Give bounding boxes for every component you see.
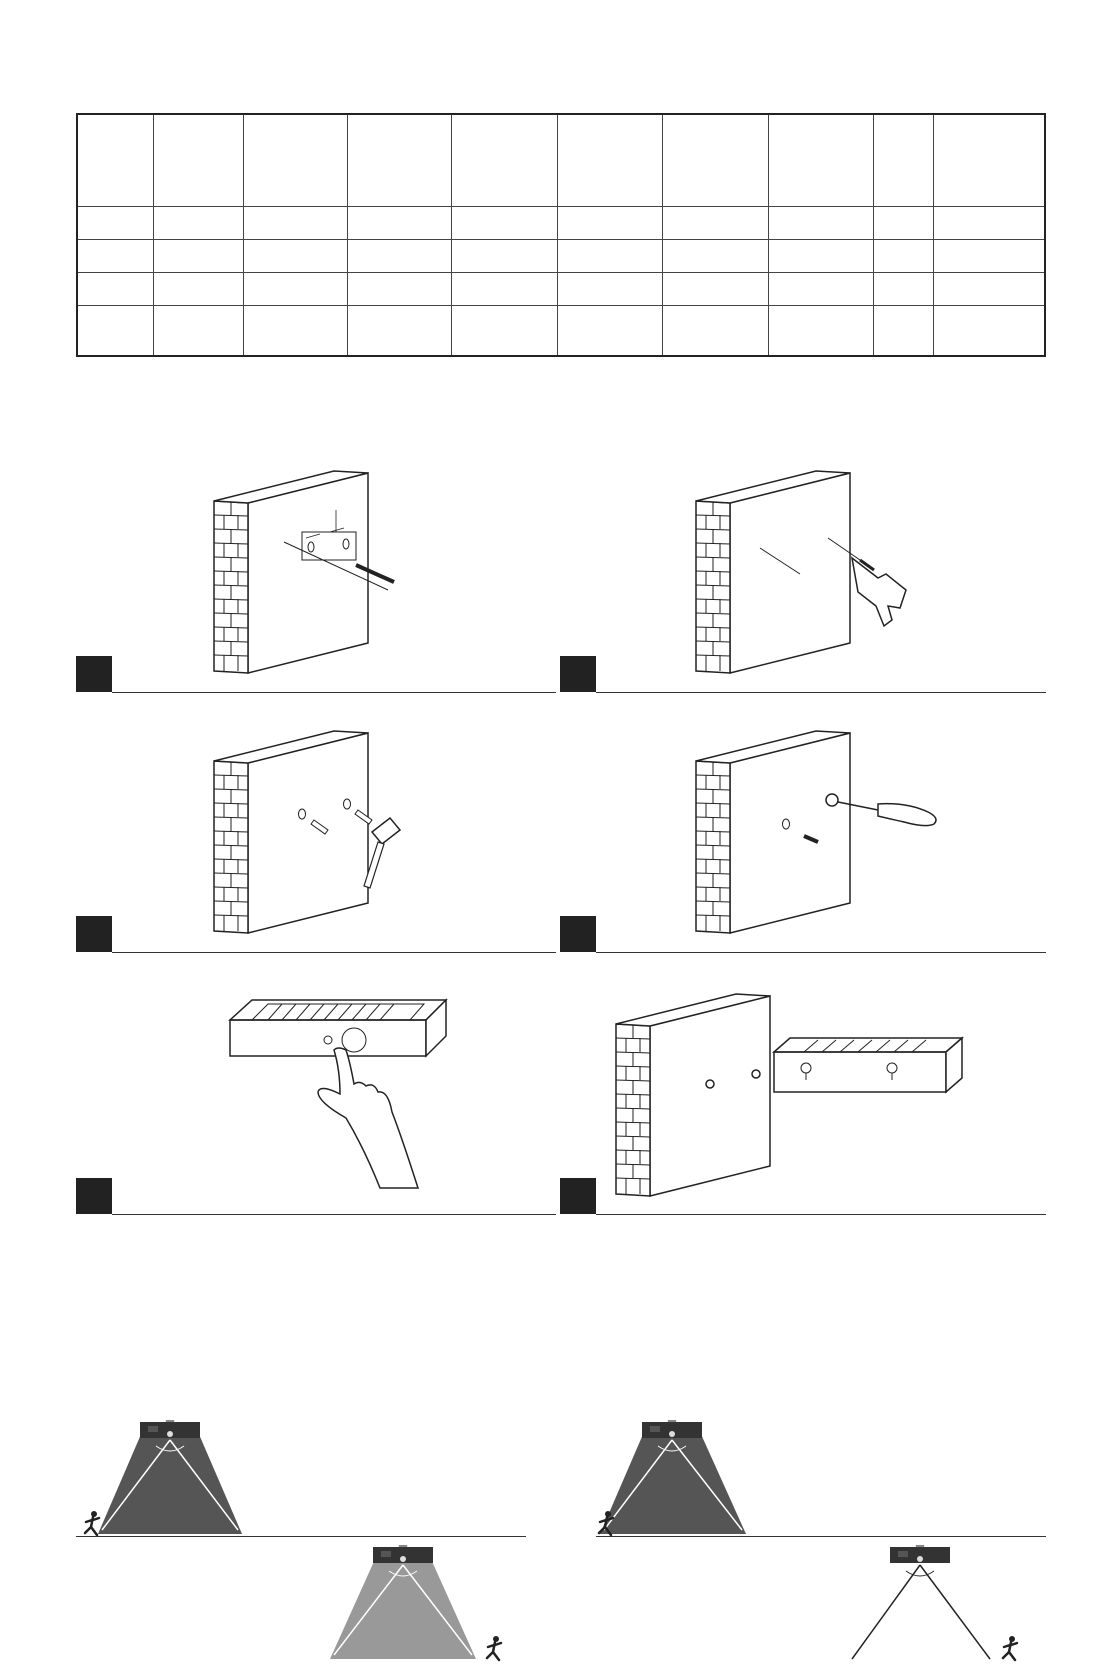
table-cell [243,306,347,356]
header-cell [153,114,243,206]
table-cell [153,206,243,239]
table-cell [557,273,662,306]
mode-panel-right [596,1420,1046,1540]
mode-ground-line [76,1536,526,1537]
step-badge [76,1178,112,1214]
table-cell [243,239,347,272]
header-cell [662,114,768,206]
hang-lamp-on-screws-icon [560,990,1046,1216]
table-cell [557,306,662,356]
header-cell [243,114,347,206]
step-badge [560,916,596,952]
table-cell [873,273,933,306]
table-cell [933,273,1045,306]
table-cell [768,239,873,272]
table-cell [933,206,1045,239]
step-divider [596,692,1046,693]
table-cell [153,306,243,356]
step-divider [112,952,556,953]
header-cell [873,114,933,206]
table-cell [662,206,768,239]
step-6-panel [560,990,1046,1216]
table-cell [768,206,873,239]
step-divider [112,692,556,693]
step-1-panel [76,470,556,694]
table-cell [451,273,557,306]
table-row [77,273,1045,306]
header-cell [768,114,873,206]
table-row [77,206,1045,239]
spec-table [76,113,1046,357]
table-cell [347,206,451,239]
header-cell [77,114,153,206]
table-cell [243,206,347,239]
step-2-panel [560,470,1046,694]
table-cell [768,306,873,356]
mode-sensor-only-icon [596,1545,1046,1665]
mode-bright-icon [596,1420,1046,1540]
table-cell [77,273,153,306]
table-cell [451,306,557,356]
table-cell [243,273,347,306]
table-row [77,239,1045,272]
table-cell [662,273,768,306]
table-cell [77,239,153,272]
drill-holes-icon [560,470,1046,694]
header-cell [451,114,557,206]
table-cell [451,206,557,239]
step-divider [596,1214,1046,1215]
screw-in-screwdriver-icon [560,728,1046,954]
table-cell [77,306,153,356]
header-cell [557,114,662,206]
step-badge [76,916,112,952]
step-4-panel [560,728,1046,954]
table-cell [347,306,451,356]
step-badge [560,656,596,692]
insert-anchors-hammer-icon [76,728,556,954]
table-cell [873,306,933,356]
step-5-panel [76,990,556,1216]
table-row [77,306,1045,356]
table-cell [153,239,243,272]
table-cell [347,239,451,272]
table-cell [873,239,933,272]
mode-dim-bright-icon [76,1545,526,1665]
mode-panel-left [76,1420,526,1540]
table-cell [873,206,933,239]
table-cell [768,273,873,306]
table-cell [557,239,662,272]
table-cell [557,206,662,239]
header-cell [933,114,1045,206]
press-power-button-icon [76,990,556,1216]
mode-ground-line [596,1536,1046,1537]
step-divider [112,1214,556,1215]
table-cell [347,273,451,306]
step-3-panel [76,728,556,954]
step-divider [596,952,1046,953]
mode-full-bright-icon [76,1420,526,1540]
header-cell [347,114,451,206]
table-cell [451,239,557,272]
table-cell [662,306,768,356]
table-cell [77,206,153,239]
table-cell [933,239,1045,272]
step-badge [560,1178,596,1214]
mark-holes-pencil-icon [76,470,556,694]
table-cell [933,306,1045,356]
table-cell [153,273,243,306]
step-badge [76,656,112,692]
table-cell [662,239,768,272]
spec-table-header-row [77,114,1045,206]
